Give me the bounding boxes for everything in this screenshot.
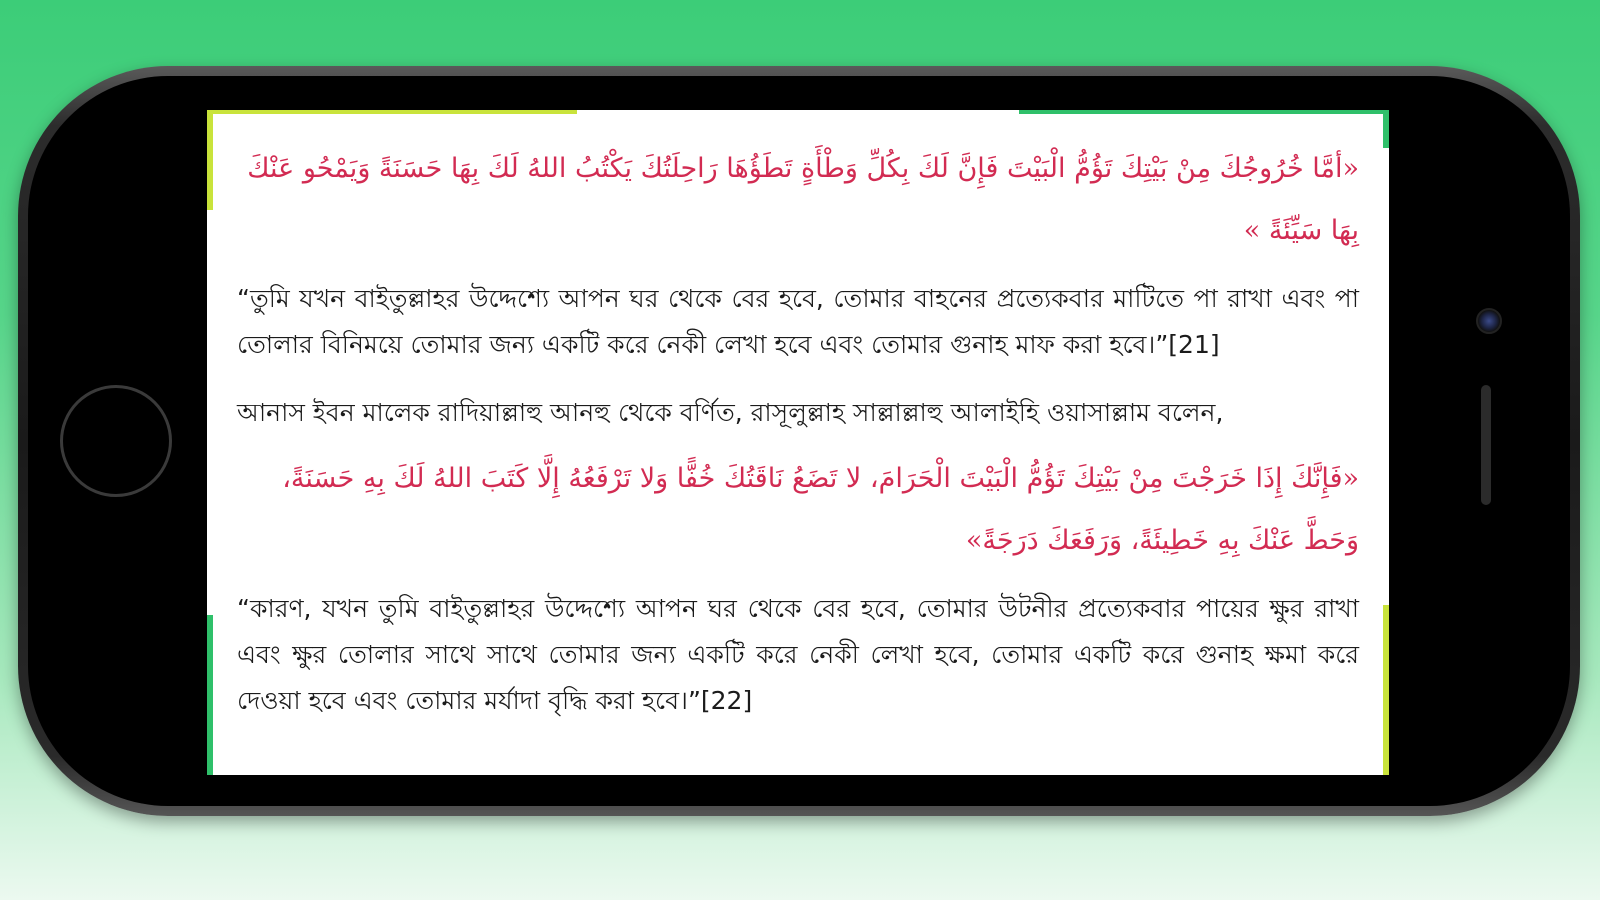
narrator-line: আনাস ইবন মালেক রাদিয়াল্লাহু আনহু থেকে বর্ণিত, রাসূলুল্লাহ সাল্লাল্লাহু আলাইহি ওয়াসাল্লাম বলেন,	[237, 398, 1224, 427]
accent-edge-bottom-right	[1383, 605, 1389, 775]
arabic-hadith-1: «أمَّا خُرُوجُكَ مِنْ بَيْتِكَ تَؤُمُّ الْبَيْتَ فَإِنَّ لَكَ بِكُلِّ وَطْأَةٍ تَطَؤُهَا رَاحِلَتُكَ يَكْتُبُ اللهُ لَكَ بِهَا حَسَنَةً وَيَمْحُو عَنْكَ بِهَا سَيِّئَةً »	[247, 153, 1359, 246]
accent-edge-top-right	[1383, 110, 1389, 148]
accent-edge-top-left	[207, 110, 213, 210]
accent-strip-top-left	[207, 110, 577, 114]
arabic-hadith-2: «فَإِنَّكَ إِذَا خَرَجْتَ مِنْ بَيْتِكَ تَؤُمُّ الْبَيْتَ الْحَرَامَ، لا تَضَعُ نَاقَتُكَ خُفًّا وَلا تَرْفَعُهُ إِلَّا كَتَبَ اللهُ لَكَ بِهِ حَسَنَةً، وَحَطَّ عَنْكَ بِهِ خَطِيئَةً، وَرَفَعَكَ دَرَجَةً»	[282, 463, 1359, 556]
article-content[interactable]	[237, 138, 1359, 746]
bangla-translation-1: “তুমি যখন বাইতুল্লাহর উদ্দেশ্যে আপন ঘর থেকে বের হবে, তোমার বাহনের প্রত্যেকবার মাটিতে পা রাখা এবং পা তোলার বিনিময়ে তোমার জন্য একটি করে নেকী লেখা হবে এবং তোমার গুনাহ মাফ করা হবে।”[21]	[237, 284, 1359, 359]
front-camera-icon	[1476, 308, 1502, 334]
home-button[interactable]	[60, 385, 172, 497]
accent-strip-top-right	[1019, 110, 1389, 114]
app-screen[interactable]	[207, 110, 1389, 775]
speaker-grille	[1481, 385, 1491, 505]
bangla-translation-2: “কারণ, যখন তুমি বাইতুল্লাহর উদ্দেশ্যে আপন ঘর থেকে বের হবে, তোমার উটনীর প্রত্যেকবার পায়ের ক্ষুর রাখা এবং ক্ষুর তোলার সাথে সাথে তোমার জন্য একটি করে নেকী লেখা হবে, তোমার একটি করে গুনাহ ক্ষমা করে দেওয়া হবে এবং তোমার মর্যাদা বৃদ্ধি করা হবে।”[22]	[237, 594, 1359, 715]
accent-edge-bottom-left	[207, 615, 213, 775]
